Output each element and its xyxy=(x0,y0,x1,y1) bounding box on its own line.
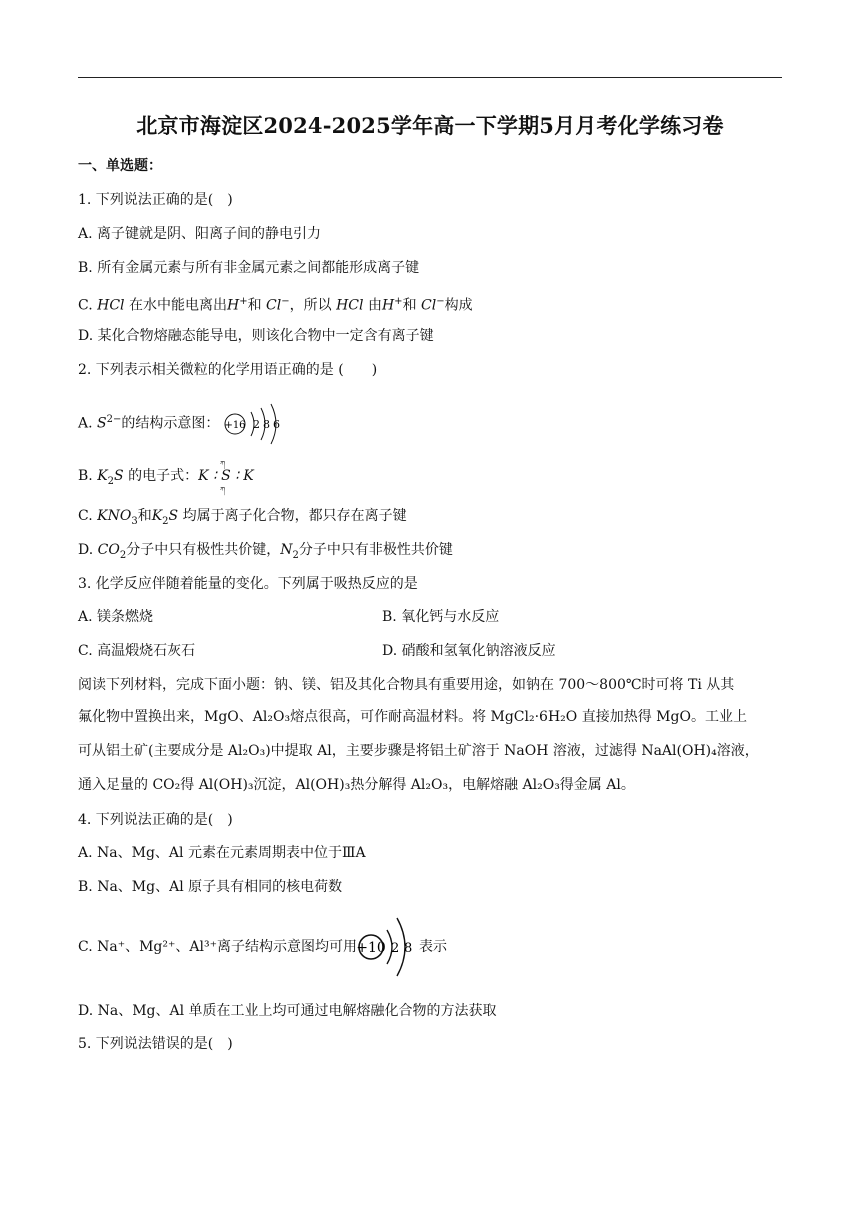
material-line-1: 阅读下列材料，完成下面小题：钠、镁、铝及其化合物具有重要用途，如钠在 700～800℃时可将 Ti 从其 xyxy=(78,677,735,693)
q1-stem: 1. 下列说法正确的是( ) xyxy=(78,192,233,208)
shell-2-count: 8 xyxy=(262,417,270,431)
nucleus-label: +10 xyxy=(357,940,386,956)
q4-option-a: A. Na、Mg、Al 元素在元素周期表中位于ⅢA xyxy=(78,845,366,861)
q1-option-c: C. HCl 在水中能电离出H+和 Cl−，所以 HCl 由H+和 Cl−构成 xyxy=(78,296,473,314)
q3-option-c: C. 高温煅烧石灰石 xyxy=(78,643,196,659)
q3-stem: 3. 化学反应伴随着能量的变化。下列属于吸热反应的是 xyxy=(78,576,418,592)
q3-option-d: D. 硝酸和氢氧化钠溶液反应 xyxy=(382,643,556,659)
q2-option-b: B. $K_2S$ 的电子式：K ∶ ཀ S ཀ ∶ K xyxy=(78,460,254,494)
material-line-3: 可从铝土矿(主要成分是 Al₂O₃)中提取 Al，主要步骤是将铝土矿溶于 NaOH 溶液，过滤得 NaAl(OH)₄溶液， xyxy=(78,743,759,759)
q5-stem: 5. 下列说法错误的是( ) xyxy=(78,1036,233,1052)
shell-1-count: 2 xyxy=(252,417,260,431)
sulfide-ion-structure-diagram xyxy=(224,402,286,446)
q2-option-d: D. $CO_2$分子中只有极性共价键，$N_2$分子中只有非极性共价键 xyxy=(78,542,453,561)
q2-stem: 2. 下列表示相关微粒的化学用语正确的是 ( ) xyxy=(78,362,378,378)
q4-option-c: C. Na⁺、Mg²⁺、Al³⁺离子结构示意图均可用 +10 2 8 表示 xyxy=(78,912,447,982)
shell-2-count: 8 xyxy=(404,941,413,956)
q2-option-a: A. $S^{2-}$的结构示意图： +16 2 8 6 xyxy=(78,398,286,442)
header-rule xyxy=(78,77,782,78)
q3-option-b: B. 氧化钙与水反应 xyxy=(382,609,500,625)
q1-option-b: B. 所有金属元素与所有非金属元素之间都能形成离子键 xyxy=(78,260,420,276)
material-line-2: 氟化物中置换出来，MgO、Al₂O₃熔点很高，可作耐高温材料。将 MgCl₂·6H₂O 直接加热得 MgO。工业上 xyxy=(78,709,747,725)
q2-option-c: C. $KNO_3$和$K_2S$ 均属于离子化合物，都只存在离子键 xyxy=(78,508,407,527)
q1-option-a: A. 离子键就是阴、阳离子间的静电引力 xyxy=(78,226,322,242)
q4-option-d: D. Na、Mg、Al 单质在工业上均可通过电解熔融化合物的方法获取 xyxy=(78,1003,497,1019)
q1-option-d: D. 某化合物熔融态能导电，则该化合物中一定含有离子键 xyxy=(78,328,434,344)
shell-1-count: 2 xyxy=(391,941,400,956)
q4-stem: 4. 下列说法正确的是( ) xyxy=(78,812,233,828)
shell-3-count: 6 xyxy=(272,417,280,431)
q4-option-b: B. Na、Mg、Al 原子具有相同的核电荷数 xyxy=(78,879,343,895)
section-heading: 一、单选题： xyxy=(78,158,162,174)
page-title: 北京市海淀区2024-2025学年高一下学期5月月考化学练习卷 xyxy=(136,113,724,138)
nucleus-label: +16 xyxy=(224,419,246,431)
q3-option-a: A. 镁条燃烧 xyxy=(78,609,154,625)
material-line-4: 通入足量的 CO₂得 Al(OH)₃沉淀，Al(OH)₃热分解得 Al₂O₃，电解熔融 Al₂O₃得金属 Al。 xyxy=(78,777,635,793)
ion-structure-diagram xyxy=(357,912,419,982)
electron-formula: K ∶ ཀ S ཀ ∶ K xyxy=(198,460,254,494)
